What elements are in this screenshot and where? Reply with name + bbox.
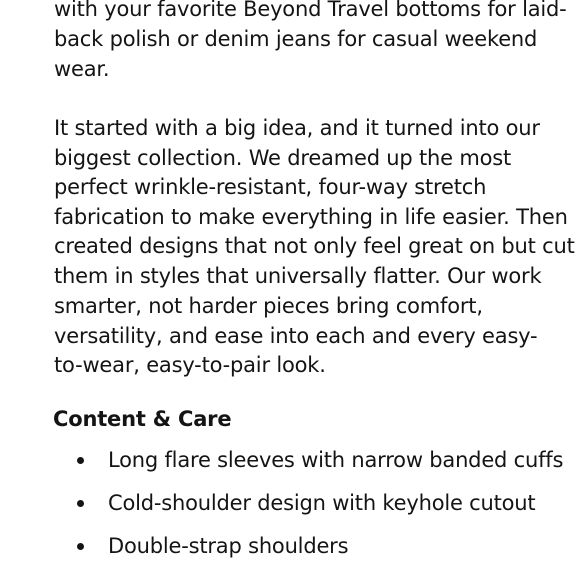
list-item-text: Cold-shoulder design with keyhole cutout [108,491,536,515]
bullet-icon [77,543,84,550]
text-line: perfect wrinkle-resistant, four-way stretch [54,175,487,199]
list-item-text: Long flare sleeves with narrow banded cuffs [108,448,564,472]
list-item [0,445,580,475]
text-line: created designs that not only feel great on but cut [54,234,575,258]
bullet-icon [77,457,84,464]
text-line: It started with a big idea, and it turned into our [54,116,540,140]
content-care-heading: Content & Care [53,407,232,431]
text-line: with your favorite Beyond Travel bottoms for laid- [54,0,567,21]
bullet-icon [77,500,84,507]
text-line: them in styles that universally flatter. Our work [54,264,542,288]
list-item [0,531,580,561]
text-line: wear. [54,57,110,81]
text-line: to-wear, easy-to-pair look. [54,353,326,377]
list-item [0,488,580,518]
text-line: back polish or denim jeans for casual weekend [54,27,538,51]
list-item-text: Double-strap shoulders [108,534,349,558]
text-line: smarter, not harder pieces bring comfort, [54,294,483,318]
text-line: fabrication to make everything in life easier. Then [54,205,568,229]
text-line: biggest collection. We dreamed up the most [54,146,512,170]
text-line: versatility, and ease into each and every easy- [54,324,538,348]
